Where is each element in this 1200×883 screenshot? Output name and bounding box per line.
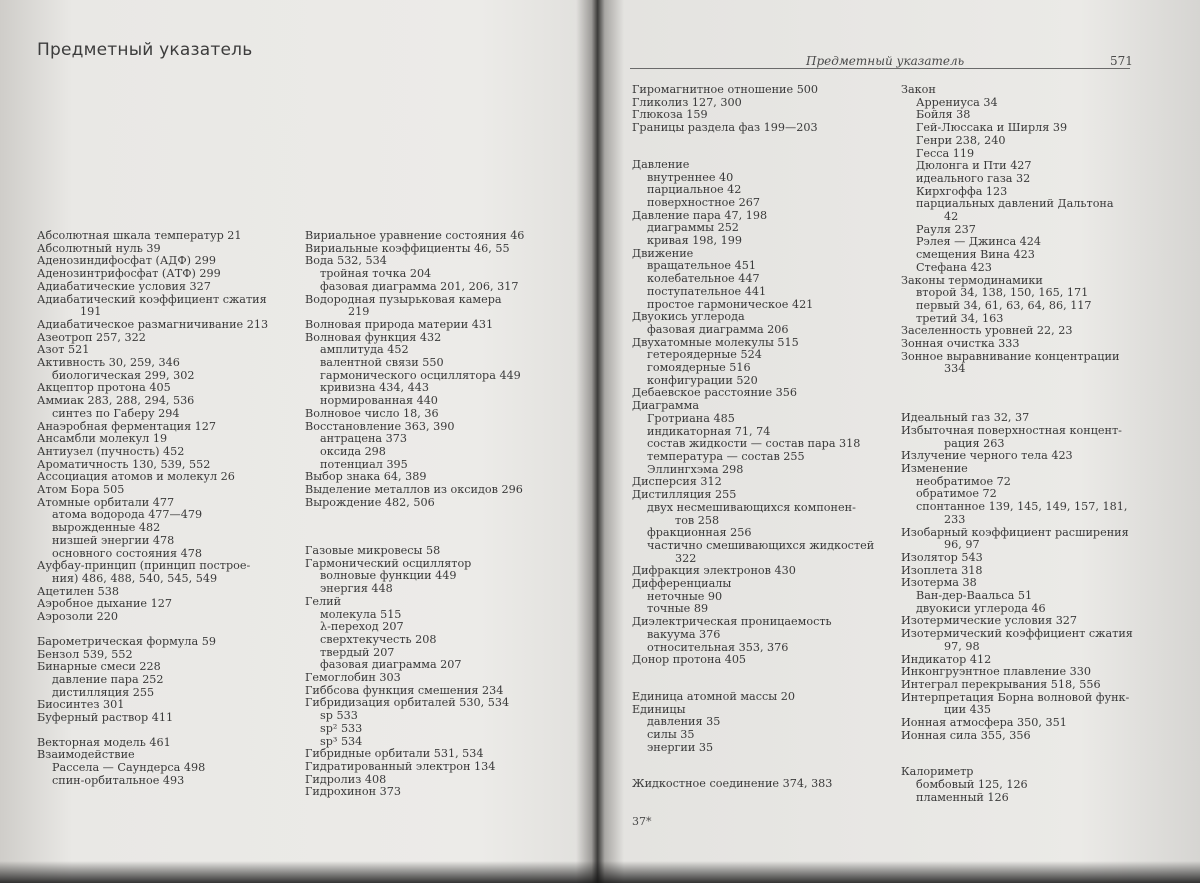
index-subentry: обратимое 72 (916, 487, 997, 501)
index-subentry: Эллингхэма 298 (647, 462, 744, 476)
index-entry: Избыточная поверхностная концент- (901, 423, 1122, 437)
index-subentry: Гей-Люссака и Ширля 39 (916, 121, 1068, 135)
index-subentry: Кирхгоффа 123 (916, 184, 1008, 198)
index-subentry: Генри 238, 240 (916, 133, 1006, 147)
index-entry: Ассоциация атомов и молекул 26 (37, 470, 235, 484)
index-subentry: валентной связи 550 (320, 356, 444, 370)
section-gap (632, 754, 897, 766)
index-subentry: двуокиси углерода 46 (916, 601, 1046, 615)
index-entry: Адиабатический коэффициент сжатия (37, 292, 267, 306)
index-subentry: оксида 298 (320, 444, 386, 458)
index-subentry: простое гармоническое 421 (647, 297, 814, 311)
index-entry: Донор протона 405 (632, 653, 747, 667)
index-entry: Ионная сила 355, 356 (901, 728, 1031, 742)
index-entry: Анаэробная ферментация 127 (37, 419, 217, 433)
index-entry: Ацетилен 538 (37, 584, 120, 598)
index-subentry: Бойля 38 (916, 108, 971, 122)
index-entry: Границы раздела фаз 199—203 (632, 121, 818, 135)
index-subentry: поступательное 441 (647, 284, 767, 298)
index-subentry: фазовая диаграмма 201, 206, 317 (320, 279, 519, 293)
index-subentry: Дюлонга и Пти 427 (916, 159, 1032, 173)
index-entry: Жидкостное соединение 374, 383 (632, 777, 833, 791)
index-entry: Аэробное дыхание 127 (37, 597, 172, 611)
index-entry: Гемоглобин 303 (305, 671, 401, 685)
index-entry: Зонная очистка 333 (901, 337, 1020, 351)
index-subentry: спонтанное 139, 145, 149, 157, 181, (916, 500, 1128, 514)
index-entry: Акцептор протона 405 (37, 381, 171, 395)
index-subentry: λ-переход 207 (320, 620, 404, 634)
index-subentry: потенциал 395 (320, 457, 408, 471)
index-entry: Излучение черного тела 423 (901, 449, 1073, 463)
index-entry: Движение (632, 246, 694, 260)
index-entry: Закон (901, 83, 936, 96)
index-entry: Вириальное уравнение состояния 46 (305, 229, 525, 242)
running-head: Предметный указатель (806, 54, 965, 68)
index-entry: Зонное выравнивание концентрации (901, 349, 1120, 363)
index-entry: Биосинтез 301 (37, 698, 125, 712)
index-entry: Волновое число 18, 36 (305, 406, 439, 420)
index-entry: Дифракция электронов 430 (632, 564, 796, 578)
index-entry: Гиромагнитное отношение 500 (632, 83, 819, 96)
index-subentry: бомбовый 125, 126 (916, 778, 1028, 792)
index-entry: Гармонический осциллятор (305, 556, 472, 570)
index-entry: Гликолиз 127, 300 (632, 95, 742, 109)
index-subentry: парциальных давлений Дальтона (916, 197, 1114, 211)
index-entry: Бензол 539, 552 (37, 647, 133, 661)
index-entry: Гелий (305, 594, 342, 608)
index-entry: Изолятор 543 (901, 550, 983, 564)
index-entry-continuation: тов 258 (675, 513, 720, 527)
index-subentry: волновые функции 449 (320, 569, 457, 583)
index-subentry: Рэлея — Джинса 424 (916, 235, 1042, 249)
index-entry: Барометрическая формула 59 (37, 634, 216, 648)
index-entry-continuation: 334 (944, 362, 966, 376)
index-column-4 (901, 84, 1136, 805)
index-subentry: необратимое 72 (916, 474, 1011, 488)
section-gap (632, 147, 897, 159)
index-subentry: Стефана 423 (916, 260, 992, 274)
index-entry: Абсолютная шкала температур 21 (37, 229, 242, 242)
header-rule (630, 68, 1130, 69)
index-subentry: Рауля 237 (916, 222, 976, 236)
index-entry: Активность 30, 259, 346 (37, 356, 180, 370)
index-subentry: Гротриана 485 (647, 411, 735, 425)
index-subentry: сверхтекучесть 208 (320, 632, 437, 646)
index-subentry: sp² 533 (320, 721, 363, 735)
index-entry: Единицы (632, 702, 686, 716)
index-entry: Антиузел (пучность) 452 (37, 444, 185, 458)
index-subentry: нормированная 440 (320, 394, 438, 408)
index-entry: Аденозинтрифосфат (АТФ) 299 (37, 267, 221, 281)
index-subentry: давление пара 252 (52, 672, 164, 686)
section-gap (901, 376, 1136, 388)
index-subentry: пламенный 126 (916, 790, 1009, 804)
index-subentry: амплитуда 452 (320, 343, 409, 357)
index-subentry: Аррениуса 34 (916, 95, 998, 109)
index-entry-continuation: рация 263 (944, 436, 1005, 450)
index-entry: Вириальные коэффициенты 46, 55 (305, 241, 510, 255)
index-entry: Интерпретация Борна волновой функ- (901, 690, 1130, 704)
index-subentry: фазовая диаграмма 207 (320, 658, 462, 672)
index-subentry: биологическая 299, 302 (52, 368, 195, 382)
index-subentry: низшей энергии 478 (52, 533, 175, 547)
index-subentry: sp 533 (320, 709, 358, 723)
index-subentry: двух несмешивающихся компонен- (647, 500, 856, 514)
index-entry: Дистилляция 255 (632, 488, 737, 502)
index-entry: Адиабатические условия 327 (37, 279, 211, 293)
index-subentry: конфигурации 520 (647, 373, 758, 387)
index-subentry: диаграммы 252 (647, 221, 739, 235)
index-entry-continuation: 191 (80, 305, 102, 319)
section-gap (37, 725, 267, 737)
section-gap (37, 624, 267, 636)
index-entry-continuation: 42 (944, 210, 959, 224)
index-entry: Идеальный газ 32, 37 (901, 411, 1030, 425)
index-subentry: фракционная 256 (647, 526, 752, 540)
index-entry: Изотермические условия 327 (901, 614, 1078, 628)
index-entry: Выделение металлов из оксидов 296 (305, 483, 523, 497)
index-entry: Изобарный коэффициент расширения (901, 525, 1129, 539)
index-entry: Ансамбли молекул 19 (37, 432, 168, 446)
index-entry: Давление (632, 157, 690, 171)
index-subentry: давления 35 (647, 715, 721, 729)
index-entry: Дисперсия 312 (632, 475, 722, 489)
index-entry: Аэрозоли 220 (37, 610, 118, 624)
index-subentry: частично смешивающихся жидкостей (647, 538, 875, 552)
index-subentry: первый 34, 61, 63, 64, 86, 117 (916, 298, 1092, 312)
index-subentry: энергия 448 (320, 582, 393, 596)
index-subentry: Рассела — Саундерса 498 (52, 761, 206, 775)
index-entry: Водородная пузырьковая камера (305, 292, 502, 306)
index-entry-continuation: ции 435 (944, 703, 992, 717)
index-subentry: гетероядерные 524 (647, 348, 762, 362)
index-entry: Волновая природа материи 431 (305, 317, 494, 331)
index-entry: Бинарные смеси 228 (37, 660, 161, 674)
index-entry: Ионная атмосфера 350, 351 (901, 716, 1067, 730)
index-entry: Диэлектрическая проницаемость (632, 615, 832, 629)
index-entry: Интеграл перекрывания 518, 556 (901, 677, 1101, 691)
index-column-1 (37, 230, 267, 788)
index-entry: Гидратированный электрон 134 (305, 759, 496, 773)
index-entry: Глюкоза 159 (632, 108, 708, 122)
index-entry: Законы термодинамики (901, 273, 1043, 287)
index-subentry: смещения Вина 423 (916, 248, 1035, 262)
index-subentry: Гесса 119 (916, 146, 975, 160)
index-entry-continuation: 233 (944, 512, 966, 526)
index-subentry: неточные 90 (647, 589, 723, 603)
index-entry: Гидрохинон 373 (305, 785, 401, 799)
index-entry: Диаграмма (632, 399, 699, 413)
index-subentry: Ван-дер-Ваальса 51 (916, 589, 1033, 603)
index-entry: Аммиак 283, 288, 294, 536 (37, 394, 195, 408)
index-entry: Двухатомные молекулы 515 (632, 335, 799, 349)
index-entry: Ароматичность 130, 539, 552 (37, 457, 211, 471)
section-gap (632, 135, 897, 147)
index-entry: Адиабатическое размагничивание 213 (37, 317, 269, 331)
index-column-2-bottom (305, 545, 545, 799)
index-column-3 (632, 84, 897, 791)
index-subentry: состав жидкости — состав пара 318 (647, 437, 861, 451)
index-subentry: синтез по Габеру 294 (52, 406, 180, 420)
index-entry: Давление пара 47, 198 (632, 208, 768, 222)
index-entry: Калориметр (901, 765, 974, 779)
index-entry: Двуокись углерода (632, 310, 745, 324)
index-entry: Вода 532, 534 (305, 254, 387, 268)
index-subentry: идеального газа 32 (916, 171, 1031, 185)
section-gap (632, 667, 897, 679)
index-subentry: гармонического осциллятора 449 (320, 368, 521, 382)
index-entry: Заселенность уровней 22, 23 (901, 324, 1073, 338)
index-subentry: силы 35 (647, 728, 695, 742)
index-entry: Гибридные орбитали 531, 534 (305, 747, 484, 761)
page-number: 571 (1110, 54, 1133, 68)
index-entry: Атом Бора 505 (37, 483, 125, 497)
index-subentry: спин-орбитальное 493 (52, 773, 185, 787)
table-shadow (0, 861, 1200, 883)
index-subentry: вакуума 376 (647, 627, 721, 641)
index-subentry: внутреннее 40 (647, 170, 734, 184)
index-subentry: гомоядерные 516 (647, 361, 751, 375)
index-entry: Восстановление 363, 390 (305, 419, 455, 433)
index-entry: Выбор знака 64, 389 (305, 470, 427, 484)
index-entry: Дебаевское расстояние 356 (632, 386, 797, 400)
index-subentry: кривая 198, 199 (647, 234, 743, 248)
index-subentry: дистилляция 255 (52, 685, 155, 699)
index-entry: Индикатор 412 (901, 652, 992, 666)
index-subentry: третий 34, 163 (916, 311, 1004, 325)
index-subentry: молекула 515 (320, 607, 402, 621)
index-entry: Изотермический коэффициент сжатия (901, 627, 1133, 641)
index-entry-continuation: 219 (348, 305, 370, 319)
index-entry: Азот 521 (37, 343, 90, 357)
index-subentry: фазовая диаграмма 206 (647, 322, 789, 336)
section-gap (901, 388, 1136, 400)
index-entry: Гибридизация орбиталей 530, 534 (305, 696, 510, 710)
index-entry: Волновая функция 432 (305, 330, 442, 344)
index-entry: Изменение (901, 461, 968, 475)
index-subentry: температура — состав 255 (647, 449, 805, 463)
section-gap (901, 742, 1136, 754)
index-entry: Взаимодействие (37, 748, 135, 762)
index-subentry: кривизна 434, 443 (320, 381, 429, 395)
index-entry: Гидролиз 408 (305, 772, 387, 786)
index-subentry: sp³ 534 (320, 734, 363, 748)
index-subentry: антрацена 373 (320, 432, 407, 446)
index-entry: Единица атомной массы 20 (632, 689, 795, 703)
index-entry-continuation: 97, 98 (944, 639, 980, 653)
index-subentry: парциальное 42 (647, 183, 742, 197)
index-entry-continuation: 96, 97 (944, 538, 980, 552)
index-subentry: вращательное 451 (647, 259, 756, 273)
index-entry: Дифференциалы (632, 577, 732, 591)
signature-mark: 37* (632, 815, 652, 828)
index-entry: Вырождение 482, 506 (305, 495, 435, 509)
index-entry: Изоплета 318 (901, 563, 983, 577)
index-subentry: вырожденные 482 (52, 521, 161, 535)
index-entry: Абсолютный нуль 39 (37, 241, 161, 255)
index-subentry: относительная 353, 376 (647, 640, 789, 654)
index-subentry: поверхностное 267 (647, 195, 760, 209)
index-entry: Изотерма 38 (901, 576, 977, 590)
index-subentry: энергии 35 (647, 740, 714, 754)
index-entry: Азеотроп 257, 322 (37, 330, 146, 344)
index-entry: Инконгруэнтное плавление 330 (901, 665, 1091, 679)
index-entry: Векторная модель 461 (37, 735, 171, 749)
index-entry: Газовые микровесы 58 (305, 544, 441, 557)
index-entry: Буферный раствор 411 (37, 711, 174, 725)
index-entry: Гиббсова функция смешения 234 (305, 683, 504, 697)
index-subentry: атома водорода 477—479 (52, 508, 203, 522)
index-column-2-top (305, 230, 545, 509)
index-subentry: индикаторная 71, 74 (647, 424, 771, 438)
index-entry-continuation: 322 (675, 551, 697, 565)
index-subentry: ния) 486, 488, 540, 545, 549 (52, 571, 218, 585)
index-subentry: тройная точка 204 (320, 267, 432, 281)
index-subentry: второй 34, 138, 150, 165, 171 (916, 286, 1089, 300)
index-entry: Атомные орбитали 477 (37, 495, 175, 509)
index-subentry: твердый 207 (320, 645, 395, 659)
index-subentry: колебательное 447 (647, 272, 760, 286)
index-subentry: основного состояния 478 (52, 546, 202, 560)
index-entry: Аденозиндифосфат (АДФ) 299 (37, 254, 216, 268)
page-title: Предметный указатель (37, 40, 253, 60)
index-entry: Ауфбау-принцип (принцип построе- (37, 559, 251, 573)
index-subentry: точные 89 (647, 602, 709, 616)
